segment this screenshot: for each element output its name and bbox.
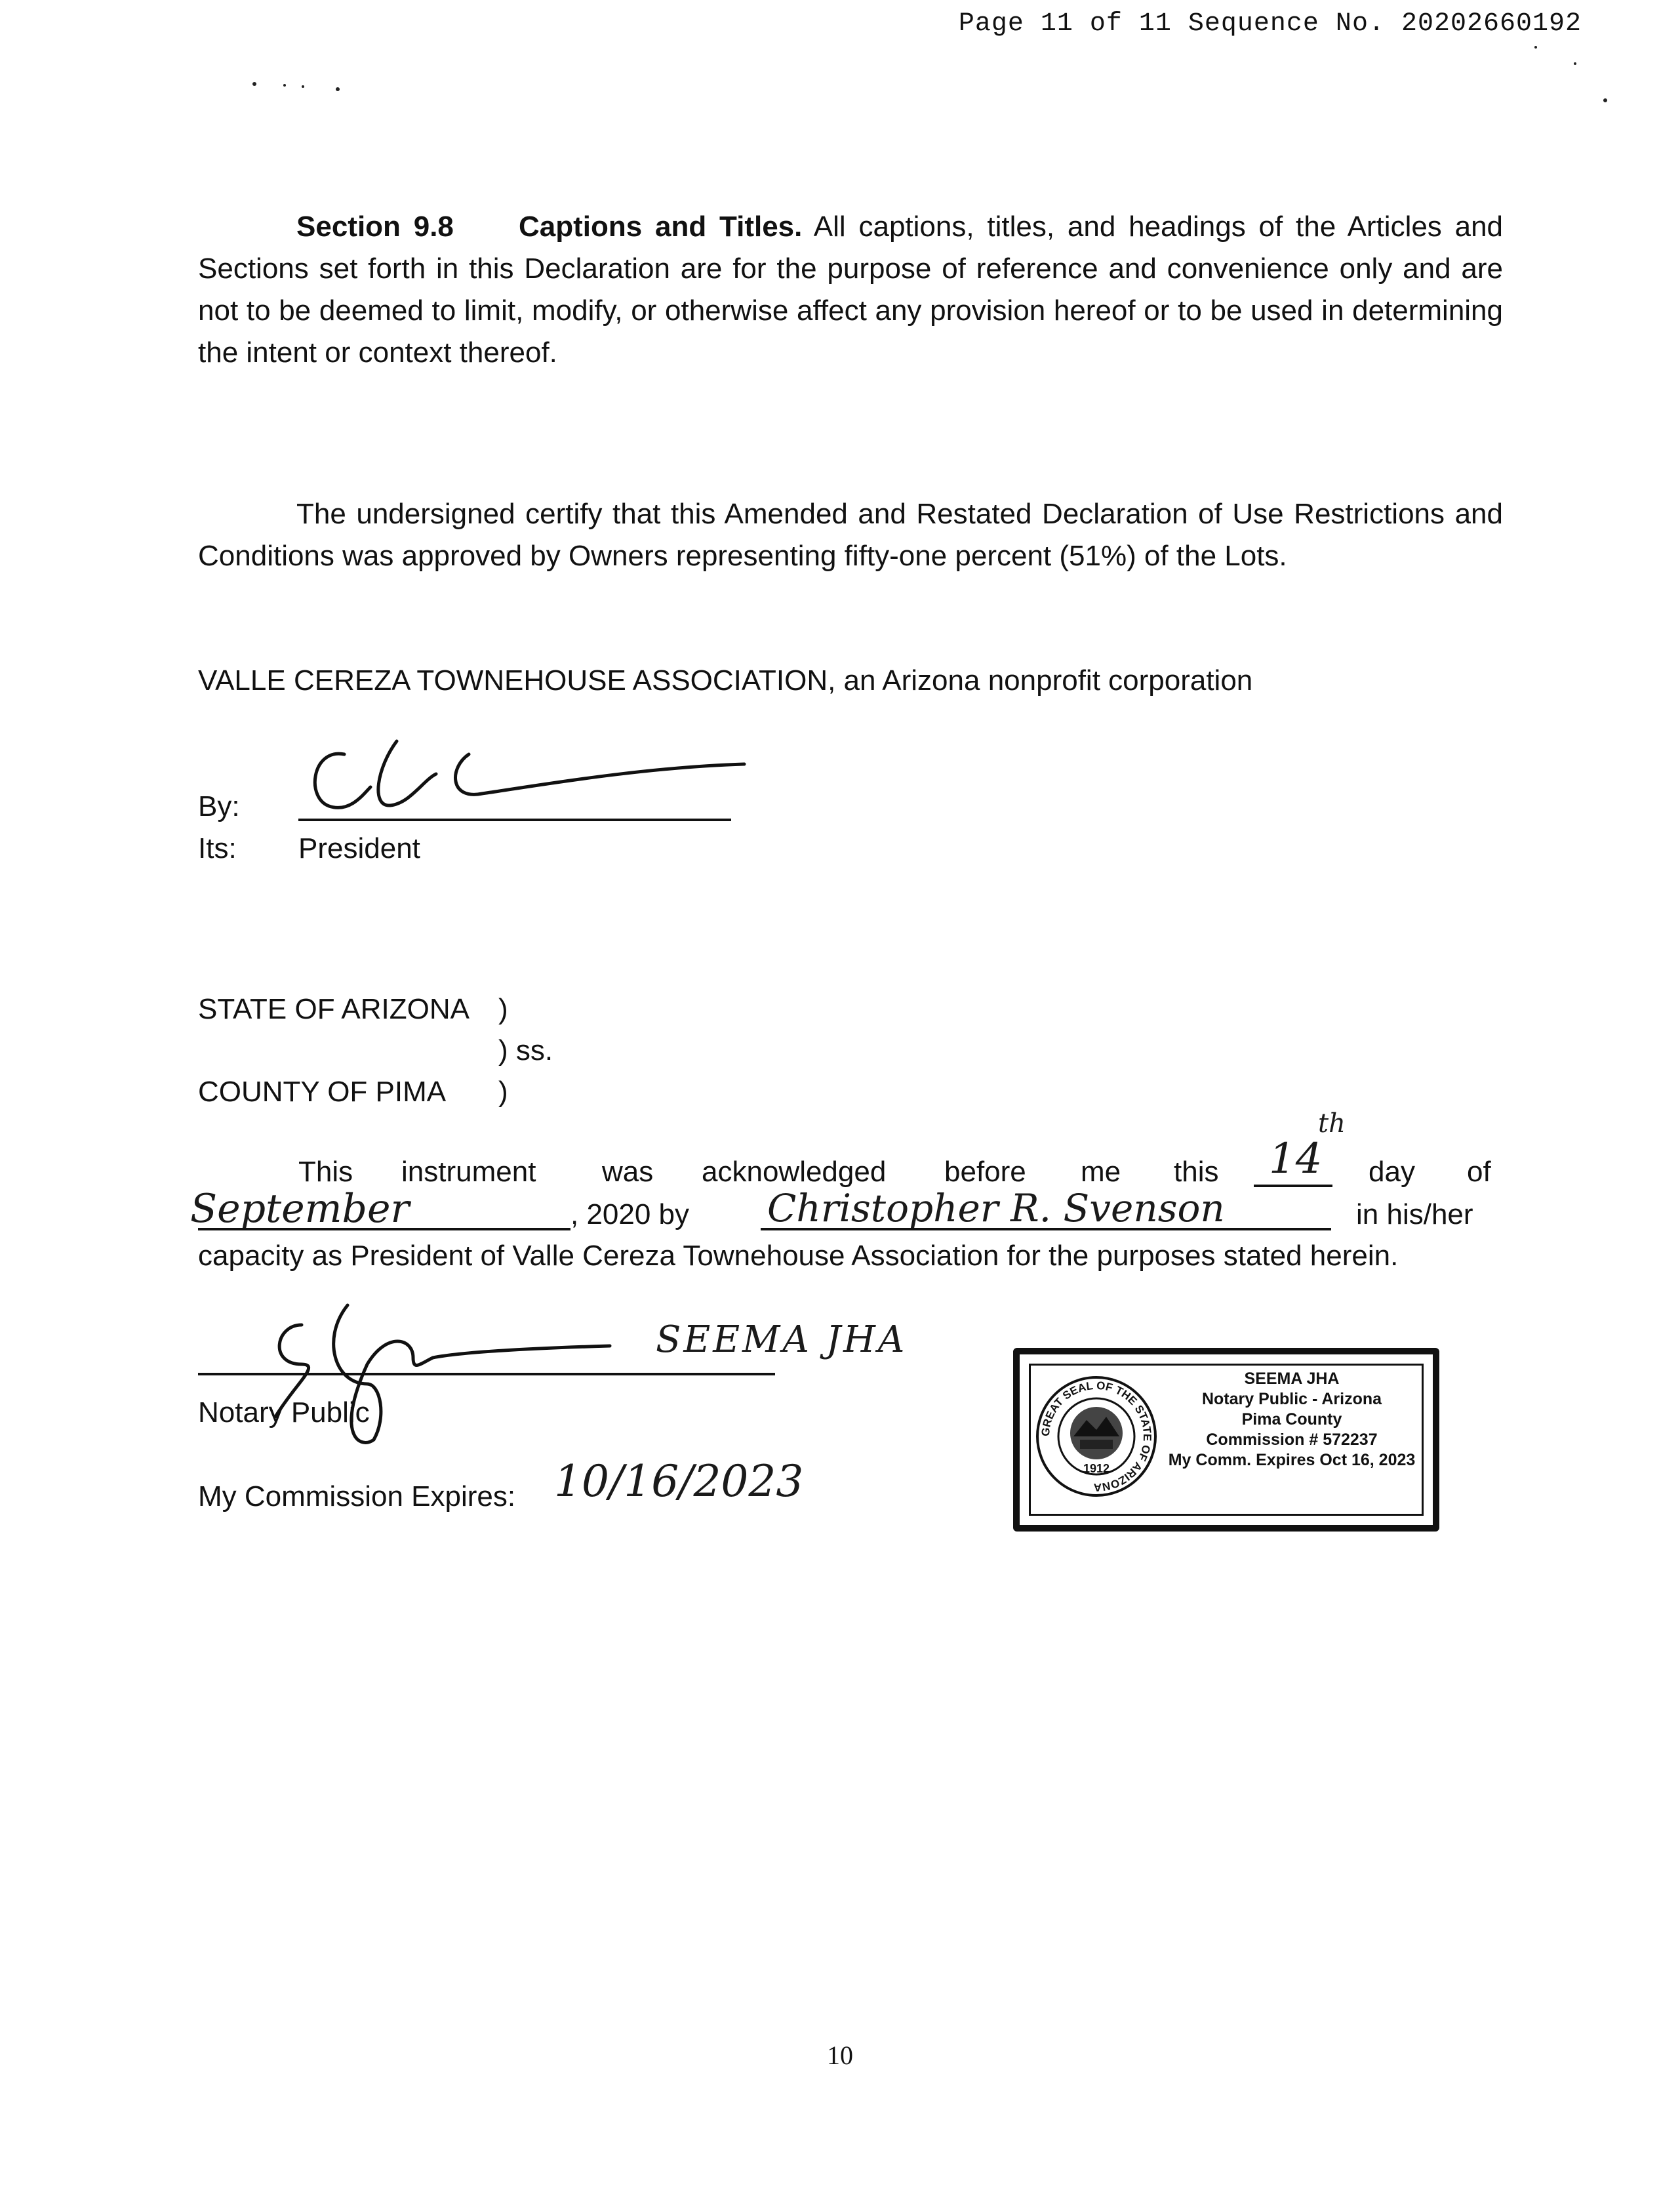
ack-capacity-a: in his/her	[1356, 1198, 1473, 1230]
commission-expires-label: My Commission Expires:	[198, 1480, 516, 1512]
seal-line: Pima County	[1241, 1410, 1342, 1429]
ack-month-value: September	[190, 1186, 410, 1232]
ack-word: This	[298, 1156, 353, 1188]
section-body: All captions, titles, and headings of the Articles and Sections set forth in this Declaration are for the purpose of reference and convenience only and are not to be deemed to limit, modify, or otherwise affect any provision hereof or to be used in determining the intent or context thereof.	[198, 211, 1504, 369]
section-paragraph	[198, 206, 1503, 374]
association-name: VALLE CEREZA TOWNEHOUSE ASSOCIATION, an Arizona nonprofit corporation	[198, 664, 1253, 697]
its-label: Its:	[198, 832, 237, 864]
ack-word: day	[1369, 1156, 1415, 1188]
notary-printed-name: SEEMA JHA	[656, 1318, 908, 1361]
seal-year: 1912	[1083, 1462, 1110, 1475]
ack-word: was	[602, 1156, 654, 1188]
page-number: 10	[827, 2040, 853, 2070]
ack-word: this	[1174, 1156, 1219, 1188]
month-line	[198, 1228, 570, 1230]
ack-word: before	[944, 1156, 1026, 1188]
seal-line: Notary Public - Arizona	[1201, 1390, 1382, 1408]
signature-line	[298, 819, 731, 821]
scan-speck	[302, 85, 304, 88]
notary-seal	[1013, 1348, 1439, 1532]
ack-name-value: Christopher R. Svenson	[767, 1186, 1225, 1230]
ack-word: of	[1467, 1156, 1491, 1188]
seal-text-block	[1161, 1369, 1423, 1471]
section-title: Captions and Titles.	[518, 211, 803, 243]
seal-line: SEEMA JHA	[1244, 1370, 1340, 1388]
ack-year-text: , 2020 by	[570, 1198, 690, 1230]
notary-signature-line	[198, 1373, 775, 1375]
name-line	[761, 1228, 1331, 1230]
page-header: Page 11 of 11 Sequence No. 20202660192	[958, 9, 1582, 39]
scan-speck	[336, 87, 340, 91]
seal-ring-text: GREAT SEAL OF THE STATE OF ARIZONA	[1039, 1379, 1154, 1494]
ack-capacity-b: capacity as President of Valle Cereza Townehouse Association for the purposes stated herein.	[198, 1240, 1399, 1272]
venue-ss: ) ss.	[498, 1034, 553, 1066]
venue-paren: )	[498, 1076, 508, 1108]
certification-paragraph: The undersigned certify that this Amended and Restated Declaration of Use Restrictions and Conditions was approved by Owners representing fifty-one percent (51%) of the Lots.	[198, 498, 1503, 572]
scan-speck	[283, 84, 286, 87]
ack-word: acknowledged	[702, 1156, 887, 1188]
commission-expires-value: 10/16/2023	[554, 1456, 804, 1507]
venue-paren: )	[498, 993, 508, 1025]
scan-speck	[1603, 98, 1607, 102]
seal-line: Commission # 572237	[1206, 1431, 1378, 1449]
scan-speck	[252, 82, 256, 86]
ack-word: me	[1081, 1156, 1121, 1188]
venue-state: STATE OF ARIZONA	[198, 993, 470, 1025]
day-line	[1254, 1185, 1332, 1187]
ack-day-suffix: th	[1318, 1108, 1346, 1139]
president-signature	[298, 728, 757, 830]
seal-line: My Comm. Expires Oct 16, 2023	[1168, 1451, 1416, 1469]
section-number: Section 9.8	[296, 211, 454, 243]
by-label: By:	[198, 790, 240, 822]
ack-word: instrument	[401, 1156, 536, 1188]
notary-label: Notary Public	[198, 1396, 370, 1429]
ack-day-value: 14	[1269, 1135, 1323, 1183]
scan-speck	[1534, 46, 1537, 49]
state-seal-icon	[1034, 1374, 1159, 1499]
its-value: President	[298, 832, 420, 864]
venue-county: COUNTY OF PIMA	[198, 1076, 447, 1108]
scan-speck	[1574, 62, 1576, 65]
